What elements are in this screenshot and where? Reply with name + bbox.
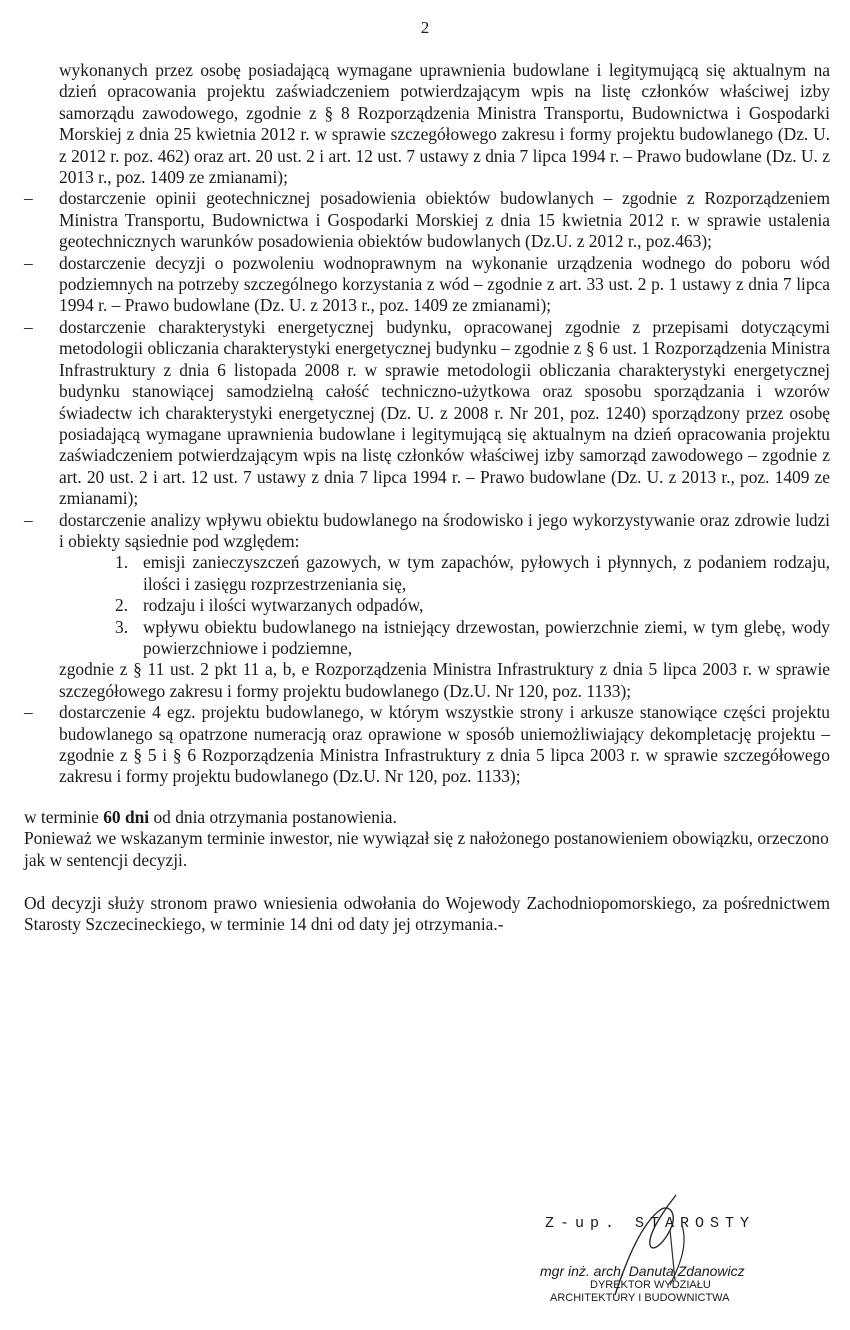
signature-position: DYREKTOR WYDZIAŁU bbox=[590, 1279, 711, 1291]
signature-name: mgr inż. arch. Danuta Zdanowicz bbox=[540, 1263, 745, 1279]
intro-paragraph: wykonanych przez osobę posiadającą wymagane uprawnienia budowlane i legitymującą się aktualnym na dzień opracowania projektu zaświadczeniem potwierdzającym wpis na listę członków właściwej izby samorządu zawodowego, zgodnie z § 8 Rozporządzenia Ministra Transportu, Budownictwa i Gospodarki Morskiej z dnia 25 kwietnia 2012 r. w sprawie szczegółowego zakresu i formy projektu budowlanego (Dz. U. z 2012 r. poz. 462) oraz art. 20 ust. 2 i art. 12 ust. 7 ustawy z dnia 7 lipca 1994 r. – Prawo budowlane (Dz. U. z 2013 r., poz. 1409 ze zmianami); bbox=[59, 60, 830, 188]
requirement-geotechnical: – dostarczenie opinii geotechnicznej posadowienia obiektów budowlanych – zgodnie z Rozporządzeniem Ministra Transportu, Budownictwa i Gospodarki Morskiej z dnia 15 kwietnia 2012 r. w sprawie ustalenia geotechnicznych warunków posadowienia obiektów budowlanych (Dz.U. z 2012 r., poz.463); bbox=[24, 188, 830, 252]
deadline-after: od dnia otrzymania postanowienia. bbox=[149, 806, 397, 827]
analysis-item-text: emisji zanieczyszczeń gazowych, w tym zapachów, pyłowych i płynnych, z podaniem rodzaju, ilości i zasięgu rozprzestrzeniania się, bbox=[143, 552, 830, 594]
analysis-item-text: wpływu obiektu budowlanego na istniejący drzewostan, powierzchnie ziemi, w tym glebę, wody powierzchniowe i podziemne, bbox=[143, 616, 830, 658]
analysis-item-number: 1. bbox=[115, 552, 129, 573]
requirement-project-copies: – dostarczenie 4 egz. projektu budowlanego, w którym wszystkie strony i arkusze stanowiące części projektu budowlanego są opatrzone numeracją oraz oprawione w sposób uniemożliwiający dekompletację projektu – zgodnie z § 5 i § 6 Rozporządzenia Ministra Infrastruktury z dnia 5 lipca 2003 r. w sprawie szczegółowego zakresu i formy projektu budowlanego (Dz.U. Nr 120, poz. 1133); bbox=[24, 702, 830, 788]
analysis-item-number: 2. bbox=[115, 595, 129, 616]
signature-stamp bbox=[520, 1185, 840, 1305]
deadline-sentence bbox=[24, 807, 830, 828]
requirement-environment-analysis bbox=[24, 510, 830, 703]
analysis-intro: dostarczenie analizy wpływu obiektu budowlanego na środowisko i jego wykorzystywanie oraz zdrowie ludzi i obiekty sąsiednie pod względem: bbox=[59, 509, 830, 551]
analysis-item bbox=[115, 552, 830, 595]
requirements-list bbox=[24, 188, 830, 787]
requirement-water-permit: – dostarczenie decyzji o pozwoleniu wodnoprawnym na wykonanie urządzenia wodnego do poboru wód podziemnych na potrzeby szczególnego korzystania z wód – zgodnie z art. 33 ust. 2 p. 1 ustawy z dnia 7 lipca 1994 r. – Prawo budowlane (Dz. U. z 2013 r., poz. 1409 ze zmianami); bbox=[24, 253, 830, 317]
analysis-item bbox=[115, 595, 830, 616]
page-number: 2 bbox=[420, 18, 430, 37]
analysis-sublist bbox=[59, 552, 830, 659]
deadline-before: w terminie bbox=[24, 806, 104, 827]
analysis-item-number: 3. bbox=[115, 616, 129, 637]
appeal-paragraph: Od decyzji służy stronom prawo wniesienia odwołania do Wojewody Zachodniopomorskiego, za pośrednictwem Starosty Szczecineckiego, w terminie 14 dni od daty jej otrzymania.- bbox=[24, 893, 830, 935]
signature-title: Z-up. STAROSTY bbox=[545, 1215, 756, 1232]
analysis-item-text: rodzaju i ilości wytwarzanych odpadów, bbox=[143, 595, 424, 616]
document-body bbox=[24, 60, 830, 936]
signature-department: ARCHITEKTURY I BUDOWNICTWA bbox=[550, 1292, 730, 1304]
deadline-days: 60 dni bbox=[103, 806, 150, 827]
analysis-outro: zgodnie z § 11 ust. 2 pkt 11 a, b, e Rozporządzenia Ministra Infrastruktury z dnia 5 lipca 2003 r. w sprawie szczegółowego zakresu i formy projektu budowlanego (Dz.U. Nr 120, poz. 1133); bbox=[59, 659, 830, 701]
analysis-item bbox=[115, 617, 830, 660]
reason-paragraph: Ponieważ we wskazanym terminie inwestor, nie wywiązał się z nałożonego postanowieniem obowiązku, orzeczono jak w sentencji decyzji. bbox=[24, 828, 829, 870]
requirement-energy-certificate: – dostarczenie charakterystyki energetycznej budynku, opracowanej zgodnie z przepisami dotyczącymi metodologii obliczania charakterystyki energetycznej budynku – zgodnie z § 6 ust. 1 Rozporządzenia Ministra Infrastruktury z dnia 6 listopada 2008 r. w sprawie metodologii obliczania charakterystyki energetycznej budynku stanowiącej samodzielną całość techniczno-użytkowa oraz sposobu sporządzania i wzorów świadectw ich charakterystyki energetycznej (Dz. U. z 2008 r. Nr 201, poz. 1240) sporządzony przez osobę posiadającą wymagane uprawnienia budowlane i legitymującą się aktualnym na dzień opracowania projektu zaświadczeniem potwierdzającym wpis na listę członków właściwej izby samorząd zawodowego – zgodnie z art. 20 ust. 2 i art. 12 ust. 7 ustawy z dnia 7 lipca 1994 r. – Prawo budowlane (Dz. U. z 2013 r., poz. 1409 ze zmianami); bbox=[24, 317, 830, 510]
